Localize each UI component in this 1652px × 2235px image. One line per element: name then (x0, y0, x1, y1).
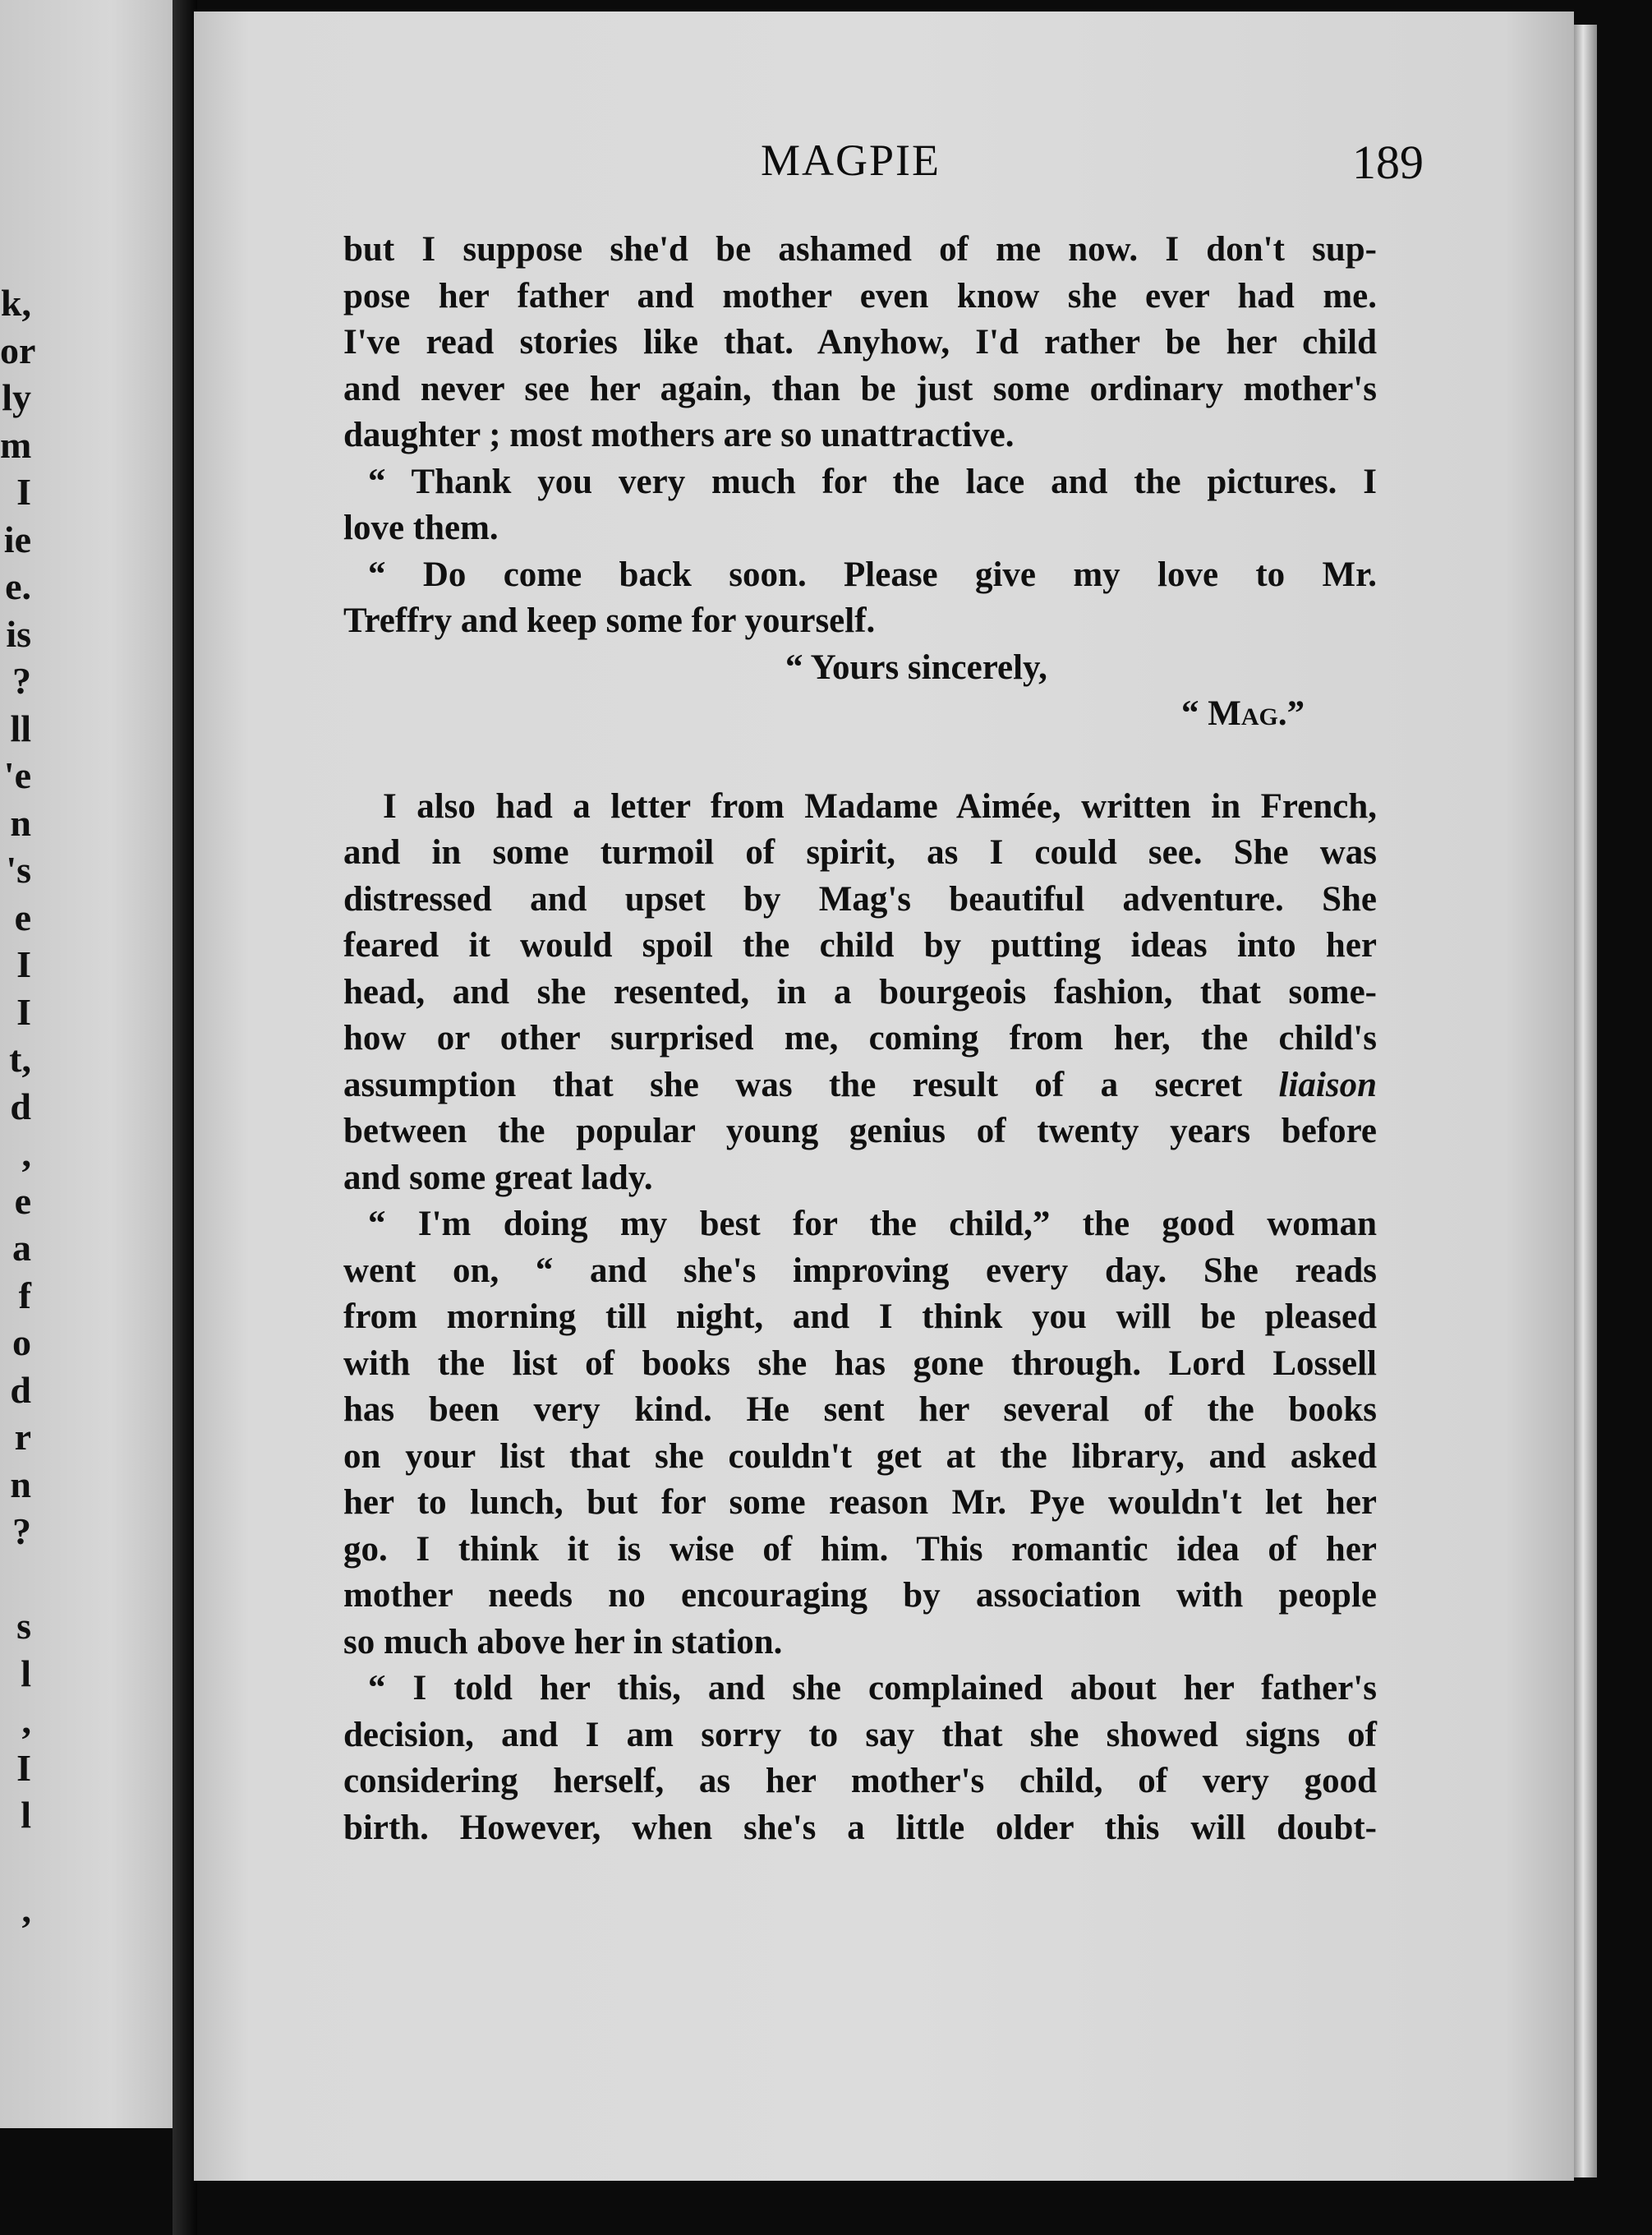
text-line: decision, and I am sorry to say that she showed signs of (343, 1715, 1377, 1754)
signature-close-quote: ” (1286, 694, 1305, 733)
facing-page-fragment: n (10, 801, 31, 844)
facing-page-fragment: 's (6, 849, 31, 891)
facing-page-fragment: s (16, 1605, 31, 1647)
facing-page-fragment: ie (3, 518, 31, 560)
facing-page-fragment: e. (5, 565, 31, 607)
facing-page-left (0, 0, 185, 2128)
text-line: “ I'm doing my best for the child,” the good woman (368, 1205, 1377, 1243)
page-stack-edge (1574, 25, 1597, 2177)
text-line: and in some turmoil of spirit, as I could see. She was (343, 833, 1377, 872)
text-line: feared it would spoil the child by putting ideas into her (343, 926, 1377, 965)
running-head (194, 135, 1574, 192)
facing-page-fragment: I (16, 1746, 31, 1789)
text-line: “ Thank you very much for the lace and the pictures. I (368, 462, 1377, 501)
text-line: on your list that she couldn't get at the library, and asked (343, 1436, 1377, 1476)
liaison-line-text: assumption that she was the result of a secret (343, 1065, 1279, 1104)
facing-page-fragment: o (12, 1321, 31, 1363)
facing-page-text-fragments (0, 279, 36, 1933)
facing-page-fragment: k, (0, 282, 31, 324)
facing-page-fragment: d (10, 1368, 31, 1411)
facing-page-fragment: , (21, 1699, 31, 1741)
text-line: distressed and upset by Mag's beautiful adventure. She (343, 879, 1377, 919)
letter-signature (343, 691, 1377, 738)
facing-page-fragment: e (14, 896, 31, 938)
facing-page-fragment (0, 1555, 31, 1603)
text-line: pose her father and mother even know she ever had me. (343, 276, 1377, 316)
facing-page-fragment: , (21, 1888, 31, 1930)
text-line: went on, “ and she's improving every day. She reads (343, 1251, 1377, 1290)
letter-closing: “ Yours sincerely, (785, 647, 1047, 687)
facing-page-fragment: I (16, 943, 31, 985)
signature-open-quote: “ (1181, 694, 1208, 733)
text-line: Treffry and keep some for yourself. (343, 601, 876, 640)
facing-page-fragment: 'e (3, 754, 31, 796)
facing-page-fragment: or (0, 329, 36, 371)
text-line: love them. (343, 509, 499, 547)
page-number: 189 (1352, 136, 1424, 189)
text-line: mother needs no encouraging by association with people (343, 1576, 1377, 1615)
text-line: so much above her in station. (343, 1622, 783, 1661)
liaison-italic-word: liaison (1278, 1065, 1377, 1104)
signature-name: Mag. (1208, 694, 1287, 733)
facing-page-fragment: ? (12, 1510, 31, 1552)
text-line: and some great lady. (343, 1158, 653, 1197)
facing-page-fragment: ll (10, 707, 31, 749)
facing-page-fragment (0, 1839, 31, 1887)
page-189 (194, 12, 1574, 2181)
facing-page-fragment: f (18, 1274, 31, 1316)
paragraph-gap (343, 738, 1377, 784)
text-line: I've read stories like that. Anyhow, I'd rather be her child (343, 323, 1377, 362)
facing-page-fragment: d (10, 1085, 31, 1127)
facing-page-fragment: I (16, 471, 31, 513)
text-line: her to lunch, but for some reason Mr. Pye wouldn't let her (343, 1483, 1377, 1522)
facing-page-fragment: ? (12, 660, 31, 702)
text-line: and never see her again, than be just some ordinary mother's (343, 369, 1377, 408)
facing-page-fragment: l (21, 1794, 31, 1836)
text-line (343, 1062, 1377, 1109)
text-line: “ Do come back soon. Please give my love to Mr. (368, 555, 1377, 594)
facing-page-fragment: l (21, 1652, 31, 1694)
facing-page-fragment: ly (2, 376, 31, 418)
text-line: “ I told her this, and she complained about her father's (368, 1669, 1377, 1707)
facing-page-fragment: a (12, 1227, 31, 1269)
text-line: with the list of books she has gone through. Lord Lossell (343, 1343, 1377, 1383)
facing-page-fragment: t, (9, 1038, 31, 1080)
text-line: considering herself, as her mother's child, of very good (343, 1762, 1377, 1800)
facing-page-fragment: is (6, 612, 31, 655)
page-text (343, 227, 1377, 1851)
text-line: birth. However, when she's a little older this will doubt- (343, 1808, 1377, 1847)
facing-page-fragment: m (0, 423, 32, 466)
facing-page-fragment: n (10, 1463, 31, 1505)
text-line: I also had a letter from Madame Aimée, written in French, (383, 786, 1377, 826)
text-line: how or other surprised me, coming from her, the child's (343, 1019, 1377, 1058)
facing-page-fragment: e (14, 1179, 31, 1222)
text-line: daughter ; most mothers are so unattractive. (343, 416, 1015, 454)
facing-page-fragment: I (16, 990, 31, 1033)
text-line: has been very kind. He sent her several of the books (343, 1390, 1377, 1429)
text-line: but I suppose she'd be ashamed of me now. I don't sup- (343, 230, 1377, 269)
text-line: from morning till night, and I think you will be pleased (343, 1297, 1377, 1336)
facing-page-fragment: r (14, 1416, 31, 1458)
text-line: head, and she resented, in a bourgeois fashion, that some- (343, 972, 1377, 1012)
facing-page-fragment: , (21, 1132, 31, 1174)
running-title: MAGPIE (761, 136, 941, 185)
text-line: go. I think it is wise of him. This romantic idea of her (343, 1529, 1377, 1569)
text-line: between the popular young genius of twenty years before (343, 1112, 1377, 1150)
